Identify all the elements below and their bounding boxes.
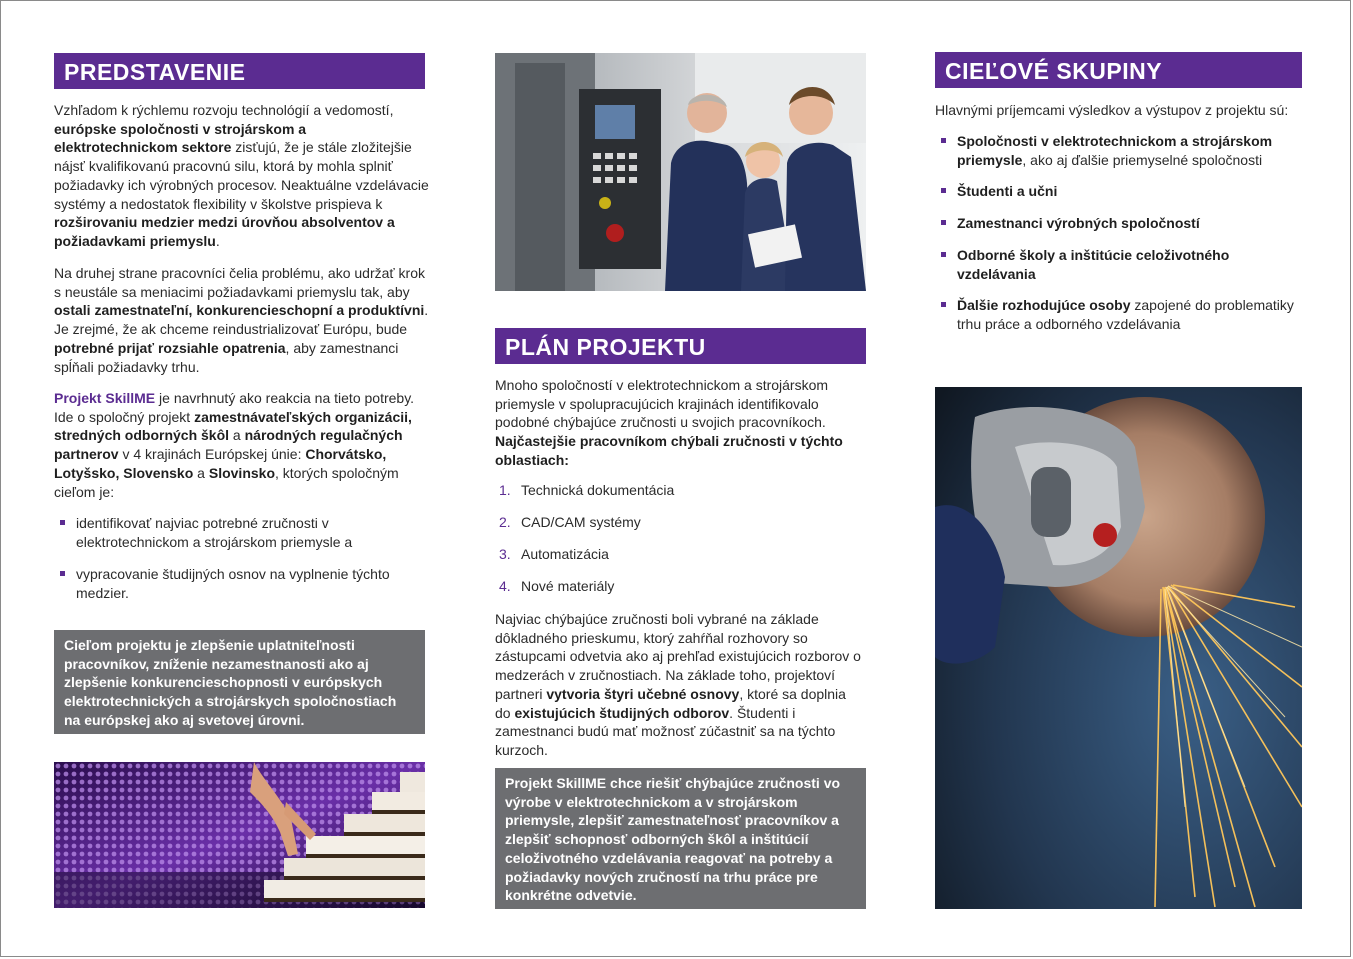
target-intro: Hlavnými príjemcami výsledkov a výstupov z projektu sú: xyxy=(935,102,1289,118)
text-run: v 4 krajinách Európskej únie: xyxy=(118,446,306,463)
bold-text: rozširovaniu medzier medzi úrovňou absolventov a požiadavkami priemyslu xyxy=(54,214,395,249)
text-run: , ako aj ďalšie priemyselné spoločnosti xyxy=(1022,151,1263,168)
bold-text: Študenti a učni xyxy=(957,183,1058,200)
skills-list xyxy=(495,481,855,595)
list-text: Automatizácia xyxy=(521,546,609,562)
list-number: 4. xyxy=(499,578,511,594)
bold-text: potrebné prijať rozsiahle opatrenia xyxy=(54,339,286,356)
grinder-photo-graphic xyxy=(935,387,1302,909)
list-item xyxy=(54,565,394,602)
workshop-photo-graphic xyxy=(495,53,866,291)
text-run: a xyxy=(193,464,209,481)
list-item xyxy=(935,132,1295,169)
books-stairs-image xyxy=(54,762,425,908)
goal-text: identifikovať najviac potrebné zručnosti v elektrotechnickom a strojárskom priemysle a xyxy=(76,515,353,550)
list-item xyxy=(495,545,855,563)
text-run: , ktorých spoločným cieľom je: xyxy=(54,464,399,500)
heading-predstavenie: PREDSTAVENIE xyxy=(54,53,425,89)
text-run: Mnoho spoločností v elektrotechnickom a strojárskom priemysle v spolupracujúcich krajinách identifikovalo podobné chýbajúce zručnosti u svojich pracovníkoch. xyxy=(495,377,829,431)
list-item xyxy=(54,514,394,551)
intro-paragraph-2 xyxy=(54,264,429,376)
goals-list xyxy=(54,514,394,603)
bold-text: Zamestnanci výrobných spoločností xyxy=(957,215,1200,232)
text-run: Najviac chýbajúce zručnosti boli vybrané na základe dôkladného prieskumu, ktorý zahŕňal rozhovory so zástupcami odvetvia ako aj prehľad existujúcich rozborov o medzerách v zručnostiach. Na základe toho, projektoví partneri xyxy=(495,611,861,702)
text-run: . Študenti i zamestnanci budú mať možnosť zúčastniť sa na týchto kurzoch. xyxy=(495,704,836,758)
bold-text: vytvoria štyri učebné osnovy xyxy=(546,685,740,702)
text-run: a xyxy=(229,427,245,444)
bold-text: Slovinsko xyxy=(208,464,275,481)
text-run: je navrhnutý ako reakcia na tieto potreby. Ide o spoločný projekt xyxy=(54,390,415,425)
bold-text: Chorvátsko, Lotyšsko, Slovensko xyxy=(54,446,387,481)
list-item xyxy=(935,246,1295,283)
list-item xyxy=(495,577,855,595)
text-run: zapojené do problematiky trhu práce a odborného vzdelávania xyxy=(957,297,1294,332)
list-text: Nové materiály xyxy=(521,578,615,594)
workshop-training-image xyxy=(495,53,866,291)
list-text: CAD/CAM systémy xyxy=(521,514,641,530)
plan-paragraph-2 xyxy=(495,610,865,760)
books-photo-graphic xyxy=(54,762,425,908)
bold-text: zamestnávateľských organizácii, stredných odborných škôl xyxy=(54,408,412,444)
bold-text: Ďalšie rozhodujúce osoby xyxy=(957,297,1131,314)
angle-grinder-image xyxy=(935,387,1302,909)
intro-paragraph-1 xyxy=(54,101,429,251)
bold-text: európske spoločnosti v strojárskom a elektrotechnickom sektore xyxy=(54,120,307,156)
plan-paragraph-1 xyxy=(495,376,870,470)
list-number: 2. xyxy=(499,514,511,530)
list-number: 1. xyxy=(499,482,511,498)
text-run: zisťujú, že je stále zložitejšie nájsť kvalifikovanú pracovnú silu, ktorá by mohla splniť požiadavky ich výrobných procesov. Neaktuálne vzdelávacie systémy a nedostatok flexibility v školstve prispieva k xyxy=(54,139,429,212)
heading-plan-projektu: PLÁN PROJEKTU xyxy=(495,328,866,364)
list-item xyxy=(495,481,855,499)
bold-text: existujúcich študijných odborov xyxy=(514,704,730,721)
heading-cielove-skupiny: CIEĽOVÉ SKUPINY xyxy=(935,52,1302,88)
list-item xyxy=(935,296,1295,333)
list-item xyxy=(935,182,1295,201)
project-goal-box: Projekt SkillME chce riešiť chýbajúce zručnosti vo výrobe v elektrotechnickom a v strojárskom priemysle, zlepšiť zamestnateľnosť pracovníkov a zlepšiť schopnosť odborných škôl a inštitúcií celoživotného vzdelávania reagovať na potreby a požiadavky nových zručností na trhu práce pre konkrétne odvetvie. xyxy=(495,768,866,909)
text-run: Na druhej strane pracovníci čelia problému, ako udržať krok s neustále sa meniacimi požiadavkami priemyslu tak, aby xyxy=(54,265,425,300)
list-text: Technická dokumentácia xyxy=(521,482,675,498)
text-run: . Je zrejmé, že ak chceme reindustrializovať Európu, bude xyxy=(54,302,429,338)
project-name: Projekt SkillME xyxy=(54,390,156,406)
list-number: 3. xyxy=(499,546,511,562)
target-groups-list xyxy=(935,132,1295,334)
intro-paragraph-3 xyxy=(54,389,429,501)
text-run: , ktoré sa doplnia do xyxy=(495,685,846,721)
bold-text: Najčastejšie pracovníkom chýbali zručnosti v týchto oblastiach: xyxy=(495,433,843,468)
text-run: Vzhľadom k rýchlemu rozvoju technológií a vedomostí, xyxy=(54,102,394,118)
goal-text: vypracovanie študijných osnov na vyplnenie týchto medzier. xyxy=(76,566,390,602)
bold-text: ostali zamestnateľní, konkurencieschopní a produktívni xyxy=(54,302,425,319)
bold-text: Spoločnosti v elektrotechnickom a strojárskom priemysle xyxy=(957,133,1273,168)
text-run: . xyxy=(215,232,220,249)
bold-text: národných regulačných partnerov xyxy=(54,427,403,463)
text-run: , aby zamestnanci spĺňali požiadavky trhu. xyxy=(54,339,399,375)
list-item xyxy=(495,513,855,531)
project-aim-box: Cieľom projektu je zlepšenie uplatniteľnosti pracovníkov, zníženie nezamestnanosti ako aj zlepšenie konkurencieschopnosti v európskych elektrotechnických a strojárskych spoločnostiach na európskej ako aj svetovej úrovni. xyxy=(54,630,425,734)
bold-text: Odborné školy a inštitúcie celoživotného vzdelávania xyxy=(957,246,1230,282)
list-item xyxy=(935,214,1295,233)
